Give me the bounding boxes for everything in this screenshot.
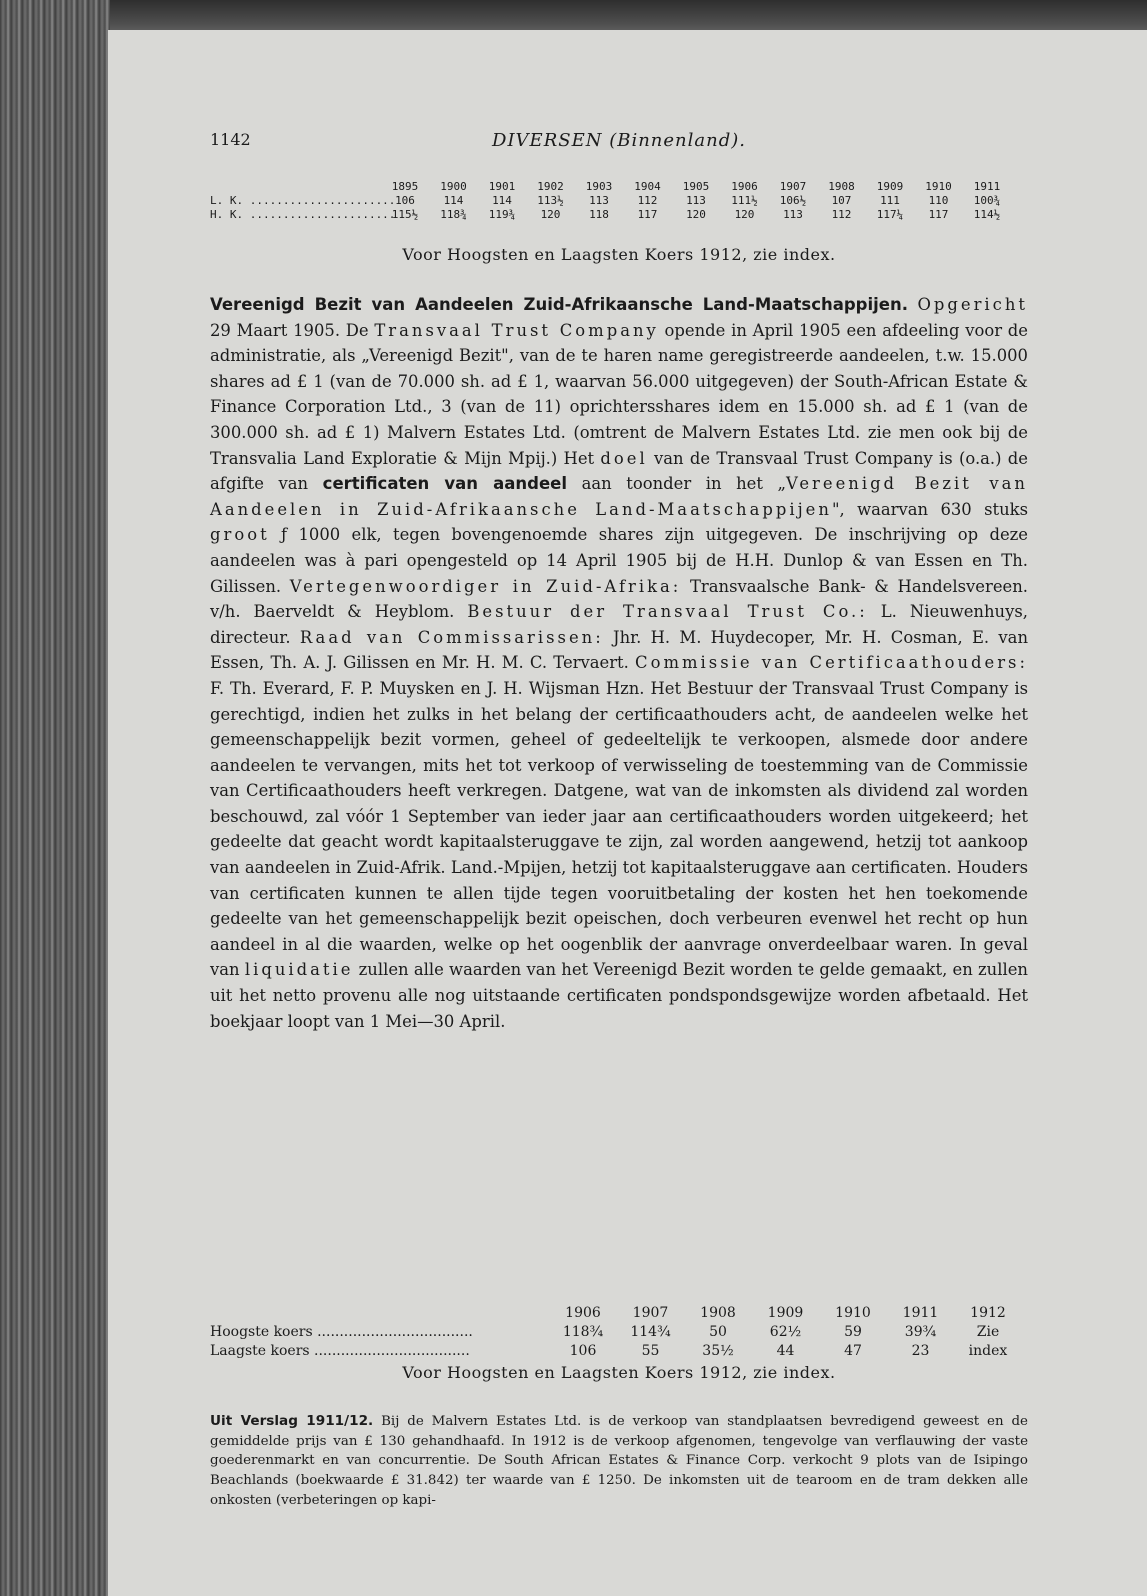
koers-value: 117¼	[876, 208, 904, 221]
paragraph-text: Jhr. H. M. Huydecoper, Mr. H. Cosman, E. van Essen, Th. A. J. Gilissen en Mr. H. M. C. Tervaert.	[210, 627, 1028, 673]
koers-value: 112	[831, 208, 852, 221]
koers-table-1-header-row	[210, 180, 1028, 194]
year-header: 1905	[682, 180, 710, 193]
table-row	[210, 208, 1028, 222]
paragraph-text: L. Nieuwenhuys, directeur.	[210, 602, 1028, 647]
paragraph-text: ", waarvan 630 stuks	[831, 499, 1029, 519]
year-header: 1907	[779, 180, 807, 193]
row-label: L. K. ......................	[210, 194, 396, 207]
certificaten-heading: certificaten van aandeel	[322, 474, 567, 494]
table-row	[210, 1343, 1028, 1362]
koers-value: 39¾	[904, 1324, 937, 1340]
doel-spaced: doel	[600, 448, 648, 468]
koers-value: 59	[844, 1324, 862, 1340]
reference-note-2: Voor Hoogsten en Laagsten Koers 1912, zie index.	[402, 1363, 836, 1382]
year-header: 1910	[835, 1305, 871, 1321]
koers-value: 115½	[391, 208, 419, 221]
year-header: 1900	[440, 180, 467, 193]
year-header: 1908	[828, 180, 855, 193]
koers-value: 106	[569, 1343, 597, 1359]
koers-value: 118	[589, 208, 609, 221]
koers-value: 113½	[537, 194, 564, 207]
row-label: Hoogste koers ...................................	[210, 1324, 473, 1340]
koers-value: 114¾	[630, 1324, 671, 1340]
koers-table-1	[210, 180, 1028, 222]
koers-value: 106	[395, 194, 415, 207]
reference-note-1: Voor Hoogsten en Laagsten Koers 1912, zie index.	[402, 245, 836, 264]
commissie-label: Commissie van Certificaathouders:	[635, 653, 1028, 673]
koers-value: 112	[637, 194, 658, 207]
verslag-label: Uit Verslag 1911/12.	[210, 1413, 374, 1429]
verslag-text: Bij de Malvern Estates Ltd. is de verkoop van standplaatsen bevredigend geweest en de gemiddelde prijs van £ 130 gehandhaafd. In 1912 is de verkoop afgenomen, tengevolge van verflauwing der vaste goederenmarkt en van concurrentie. De South African Estates & Finance Corp. verkocht 9 plots van de Isipingo Beachlands (boekwaarde £ 31.842) ter waarde van £ 1250. De inkomsten uit de tearoom en de tram dekken alle onkosten (verbeteringen op kapi-	[210, 1414, 1028, 1508]
paragraph-text: van de Transvaal Trust Company is (o.a.) de afgifte van	[210, 448, 1028, 494]
koers-value: 118¾	[440, 208, 467, 221]
bestuur-label: Bestuur der Transvaal Trust Co.:	[467, 602, 868, 622]
year-header: 1911	[902, 1305, 939, 1321]
paragraph-text: zullen alle waarden van het Vereenigd Bezit worden te gelde gemaakt, en zullen uit het netto provenu alle nog uitstaande certificaten pondspondsgewijze worden afbetaald. Het boekjaar loopt van 1 Mei—30 April.	[210, 960, 1028, 1031]
vereenigd-bezit-name: Vereenigd Bezit van Aandeelen in Zuid-Afrikaansche Land-Maatschappijen	[210, 474, 1028, 519]
year-header: 1911	[973, 180, 1001, 193]
raad-label: Raad van Commissarissen:	[299, 627, 604, 647]
year-header: 1904	[634, 180, 661, 193]
koers-value: 110	[928, 194, 949, 207]
koers-value: 119¾	[488, 208, 516, 221]
koers-value: 114	[443, 194, 464, 207]
verslag-paragraph	[210, 1412, 1028, 1511]
row-label: H. K. ......................	[210, 208, 396, 221]
opgericht-date: 29 Maart 1905.	[210, 320, 341, 340]
year-header: 1907	[632, 1305, 669, 1321]
paragraph-text: F. Th. Everard, F. P. Muysken en J. H. Wijsman Hzn. Het Bestuur der Transvaal Trust Company is gerechtigd, indien het zulks in het belang der certificaathouders acht, de aandeelen welke het gemeenschappelijk bezit vormen, geheel of gedeeltelijk te verkoopen, alsmede door andere aandeelen te vervangen, mits het tot verkoop of verwisseling de toestemming van de Commissie van Certificaathouders heeft verkregen. Datgene, wat van de inkomsten als dividend zal worden beschouwd, zal vóór 1 September van ieder jaar aan certificaathouders worden uitgekeerd; het gedeelte dat geacht wordt kapitaalsteruggave te zijn, zal worden aangewend, hetzij tot aankoop van aandeelen in Zuid-Afrik. Land.-Mpijen, hetzij tot kapitaalsteruggave aan certificaten. Houders van certificaten kunnen te allen tijde tegen vooruitbetaling der kosten het hen toekomende gedeelte van het gemeenschappelijk bezit opeischen, doch verbeuren evenwel het recht op hun aandeel in al die waarden, welke op het oogenblik der aanvrage onverdeelbaar waren. In geval van	[210, 678, 1028, 980]
koers-value: 100¾	[973, 194, 1001, 207]
koers-value: 62½	[769, 1324, 802, 1340]
koers-value: 117	[637, 208, 658, 221]
paragraph-text: De	[345, 320, 369, 340]
year-header: 1901	[488, 180, 516, 193]
book-page	[108, 30, 1147, 1596]
koers-value: 113	[686, 194, 706, 207]
koers-value: 47	[844, 1343, 862, 1359]
koers-value: 106½	[779, 194, 807, 207]
opgericht-label: Opgericht	[917, 295, 1028, 314]
year-header: 1909	[876, 180, 904, 193]
book-binding-edge	[0, 0, 110, 1596]
year-header: 1906	[731, 180, 758, 193]
koers-value: 55	[641, 1343, 660, 1359]
year-header: 1909	[767, 1305, 804, 1321]
koers-value: 114	[492, 194, 512, 207]
row-label: Laagste koers ...................................	[210, 1343, 470, 1359]
koers-value: 114½	[973, 208, 1001, 221]
koers-value: 107	[831, 194, 852, 207]
table-row	[210, 194, 1028, 208]
koers-value: 117	[928, 208, 949, 221]
section-title: Vereenigd Bezit van Aandeelen Zuid-Afrikaansche Land-Maatschappijen.	[210, 295, 909, 314]
koers-value: 111½	[731, 194, 758, 207]
koers-value: 120	[734, 208, 755, 221]
year-header: 1906	[565, 1305, 601, 1321]
koers-value: 113	[589, 194, 609, 207]
koers-value: 113	[783, 208, 803, 221]
page-number: 1142	[210, 130, 251, 149]
koers-value: Zie	[976, 1324, 1000, 1340]
running-title: DIVERSEN (Binnenland).	[492, 130, 746, 151]
koers-value: 23	[911, 1343, 930, 1359]
vertegenwoordiger-label: Vertegenwoordiger in Zuid-Afrika:	[289, 576, 682, 596]
koers-value: 111	[880, 194, 900, 207]
paragraph-text: opende in April 1905 een afdeeling voor de administratie, als „Vereenigd Bezit", van de te haren name geregistreerde aandeelen, t.w. 15.000 shares ad £ 1 (van de 70.000 sh. ad £ 1, waarvan 56.000 uitgegeven) der South-African Estate & Finance Corporation Ltd., 3 (van de 11) oprichtersshares idem en 15.000 sh. ad £ 1 (van de 300.000 sh. ad £ 1) Malvern Estates Ltd. (omtrent de Malvern Estates Ltd. zie men ook bij de Transvalia Land Exploratie & Mijn Mpij.) Het	[210, 320, 1028, 468]
paragraph-text: Transvaalsche Bank- & Handelsvereen. v/h. Baerveldt & Heyblom.	[210, 576, 1028, 622]
year-header: 1908	[700, 1305, 736, 1321]
groot-spaced: groot	[210, 525, 270, 545]
year-header: 1903	[585, 180, 613, 193]
year-header: 1910	[925, 180, 952, 193]
koers-table-2	[210, 1305, 1028, 1362]
koers-value: 120	[540, 208, 561, 221]
koers-value: 120	[686, 208, 706, 221]
page-header	[210, 130, 1028, 160]
koers-value: 118¾	[562, 1324, 604, 1340]
paragraph-text: ƒ 1000 elk, tegen bovengenoemde shares zijn uitgegeven. De inschrijving op deze aandeelen was à pari opengesteld op 14 April 1905 bij de H.H. Dunlop & van Essen en Th. Gilissen.	[210, 525, 1028, 596]
koers-table-2-header-row	[210, 1305, 1028, 1324]
year-header: 1895	[391, 180, 419, 193]
koers-value: index	[968, 1343, 1008, 1359]
paragraph-text: aan toonder in het „	[581, 474, 786, 494]
year-header: 1912	[970, 1305, 1006, 1321]
section-body	[210, 292, 1028, 1034]
year-header: 1902	[537, 180, 564, 193]
table-row	[210, 1324, 1028, 1343]
company-name-spaced: Transvaal Trust Company	[374, 320, 659, 340]
koers-value: 44	[776, 1343, 795, 1359]
liquidatie-spaced: liquidatie	[244, 960, 354, 980]
koers-value: 35½	[702, 1343, 734, 1359]
koers-value: 50	[709, 1324, 727, 1340]
